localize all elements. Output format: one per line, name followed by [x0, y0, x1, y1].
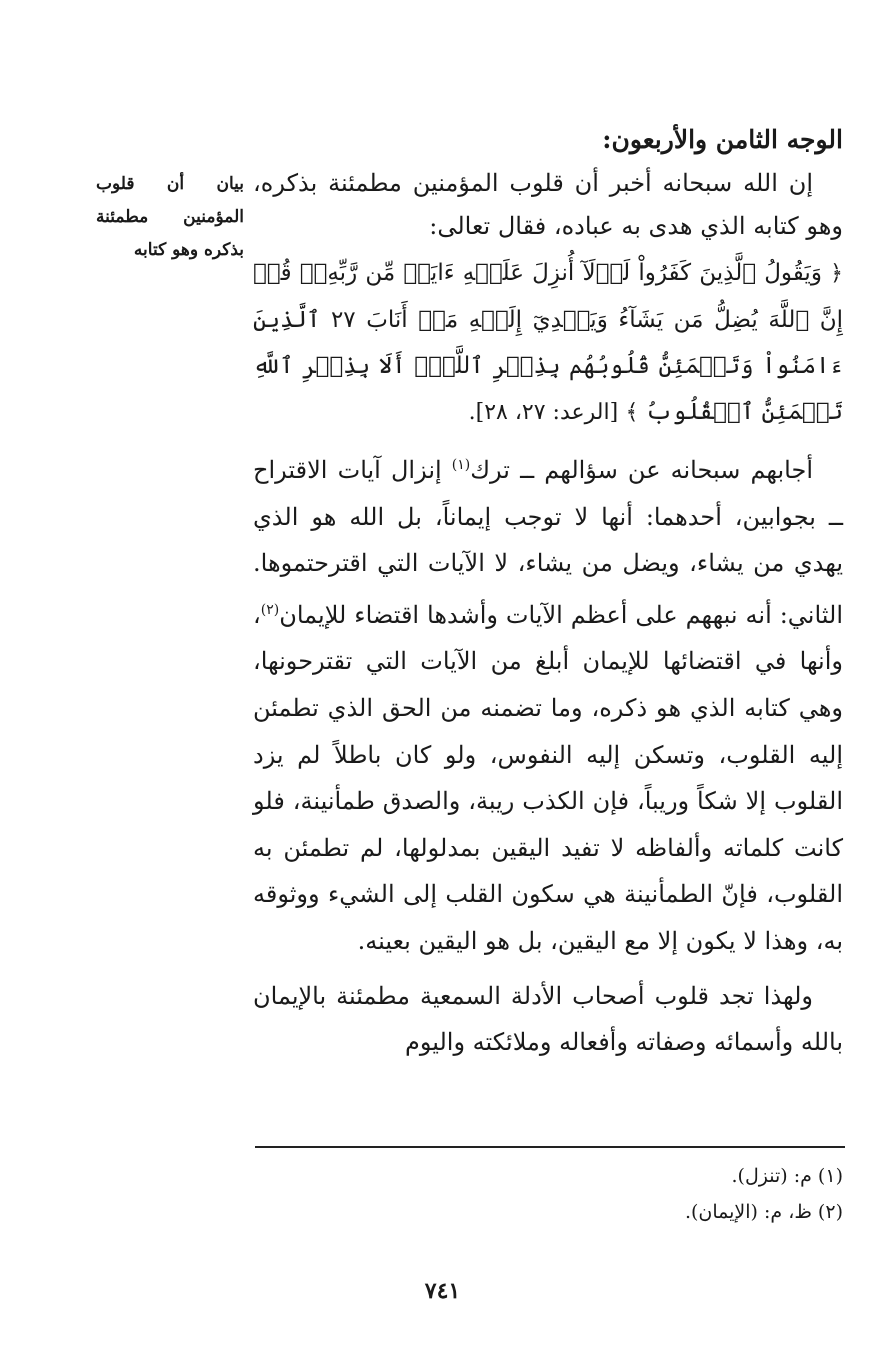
intro-paragraph: إن الله سبحانه أخبر أن قلوب المؤمنين مطمئنة بذكره، وهو كتابه الذي هدى به عباده، فقال تعالى: — [253, 169, 843, 240]
footnote-2: (٢) ظ، م: (الإيمان). — [684, 1201, 843, 1223]
paragraph-text: ، وأنها في اقتضائها للإيمان أبلغ من الآيات التي تقترحونها، وهي كتابه الذي هو ذكره، وما تضمنه من الحق الذي تطمئن إليه القلوب، وتسكن إليه النفوس، ولو كان باطلاً لم يزد القلوب إلا شكاً وريباً، فإن الكذب ريبة، والصدق طمأنينة، فلو كانت كلماته وألفاظه لا تفيد اليقين بمدلولها، لم تطمئن به القلوب، فإنّ الطمأنينة هي سكون القلب إلى الشيء ووثوقه به، وهذا لا يكون إلا مع اليقين، بل هو اليقين بعينه. — [253, 600, 843, 955]
section-heading: الوجه الثامن والأربعون: — [602, 125, 843, 154]
verse-text: وَيَقُولُ ٱلَّذِينَ كَفَرُواْ لَوۡلَآ أُنزِلَ عَلَيۡهِ ءَايَةٞ مِّن رَّبِّهِۦۚ قُلۡ إِنَّ ٱللَّهَ يُضِلُّ مَن يَشَآءُ وَيَهۡدِيٓ إِلَيۡهِ مَنۡ أَنَابَ ٢٧ ٱلَّذِينَ ءَامَنُواْ وَتَطۡمَئِنُّ قُلُوبُهُم بِذِكۡرِ ٱللَّهِۗ أَلَا بِذِكۡرِ ٱللَّهِ تَطۡمَئِنُّ ٱلۡقُلُوبُ — [253, 260, 843, 425]
footnote-1: (١) م: (تنزل). — [731, 1165, 843, 1187]
verse-open-bracket: ﴿ — [830, 261, 843, 286]
body-paragraph-1 — [253, 442, 843, 965]
paragraph-text: أجابهم سبحانه عن سؤالهم ــ ترك — [470, 456, 813, 484]
quran-verse — [253, 250, 843, 436]
footnotes — [253, 1158, 843, 1230]
verse-reference: [الرعد: ٢٧، ٢٨]. — [468, 400, 619, 425]
verse-close-bracket: ﴾ — [625, 400, 639, 425]
margin-note: بيان أن قلوب المؤمنين مطمئنة بذكره وهو كتابه — [96, 174, 244, 260]
main-text — [253, 118, 843, 1066]
footnote-marker-1: (١) — [451, 457, 471, 473]
body-paragraph-2: ولهذا تجد قلوب أصحاب الأدلة السمعية مطمئنة بالإيمان بالله وأسمائه وصفاته وأفعاله وملائكته واليوم — [253, 981, 843, 1057]
footnote-marker-2: (٢) — [260, 601, 280, 618]
paragraph-text: إنزال آيات الاقتراح ــ بجوابين، أحدهما: أنها لا توجب إيماناً، بل الله هو الذي يهدي من يشاء، ويضل من يشاء، لا الآيات التي اقترحتموها. الثاني: أنه نبههم على أعظم الآيات وأشدها اقتضاء للإيمان — [253, 456, 843, 629]
page-number: ٧٤١ — [424, 1278, 461, 1304]
footnote-divider — [255, 1146, 845, 1148]
